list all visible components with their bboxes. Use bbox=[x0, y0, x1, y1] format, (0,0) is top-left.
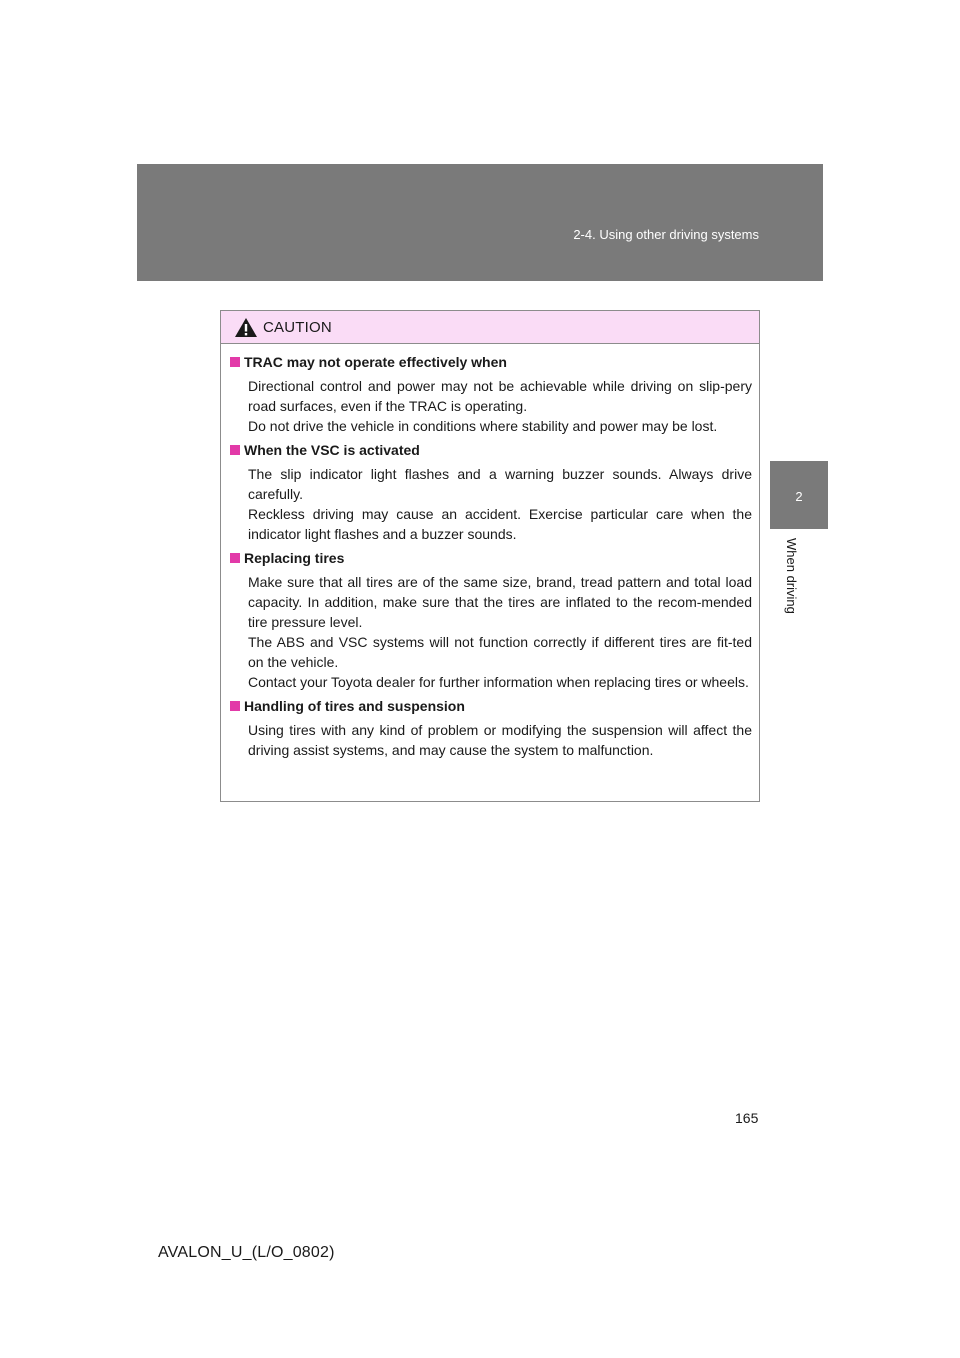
item-paragraph: Directional control and power may not be achievable while driving on slip-pery road surfaces, even if the TRAC is operating. bbox=[248, 378, 752, 414]
chapter-label bbox=[784, 538, 808, 628]
caution-item bbox=[230, 696, 752, 760]
header-band bbox=[137, 164, 823, 281]
item-paragraph: Reckless driving may cause an accident. Exercise particular care when the indicator light flashes and a buzzer sounds. bbox=[248, 506, 752, 542]
item-paragraph: Contact your Toyota dealer for further information when replacing tires or wheels. bbox=[248, 674, 749, 690]
caution-item bbox=[230, 352, 752, 436]
chapter-label-text: When driving bbox=[784, 538, 799, 614]
warning-triangle-icon bbox=[234, 317, 258, 338]
document-code: AVALON_U_(L/O_0802) bbox=[158, 1244, 335, 1261]
caution-title: CAUTION bbox=[263, 319, 332, 336]
item-paragraph: Do not drive the vehicle in conditions where stability and power may be lost. bbox=[248, 418, 718, 434]
item-heading: Replacing tires bbox=[244, 550, 345, 566]
item-paragraph: Using tires with any kind of problem or modifying the suspension will affect the driving assist systems, and may cause the system to malfunction. bbox=[248, 722, 752, 758]
item-heading: When the VSC is activated bbox=[244, 442, 420, 458]
square-bullet-icon bbox=[230, 553, 240, 563]
chapter-tab[interactable] bbox=[770, 461, 828, 529]
chapter-number: 2 bbox=[795, 489, 803, 504]
caution-item bbox=[230, 548, 752, 692]
item-paragraph: The slip indicator light flashes and a warning buzzer sounds. Always drive carefully. bbox=[248, 466, 752, 502]
square-bullet-icon bbox=[230, 445, 240, 455]
item-paragraph: The ABS and VSC systems will not function correctly if different tires are fit-ted on the vehicle. bbox=[248, 634, 752, 670]
caution-item bbox=[230, 440, 752, 544]
item-heading: TRAC may not operate effectively when bbox=[244, 354, 507, 370]
item-heading: Handling of tires and suspension bbox=[244, 698, 465, 714]
caution-box bbox=[220, 310, 760, 802]
square-bullet-icon bbox=[230, 701, 240, 711]
page-number: 165 bbox=[735, 1110, 759, 1126]
section-title: 2-4. Using other driving systems bbox=[573, 227, 759, 242]
item-paragraph: Make sure that all tires are of the same size, brand, tread pattern and total load capacity. In addition, make sure that the tires are inflated to the recom-mended tire pressure level. bbox=[248, 574, 752, 630]
caution-header bbox=[221, 311, 759, 344]
square-bullet-icon bbox=[230, 357, 240, 367]
caution-body bbox=[221, 344, 759, 760]
